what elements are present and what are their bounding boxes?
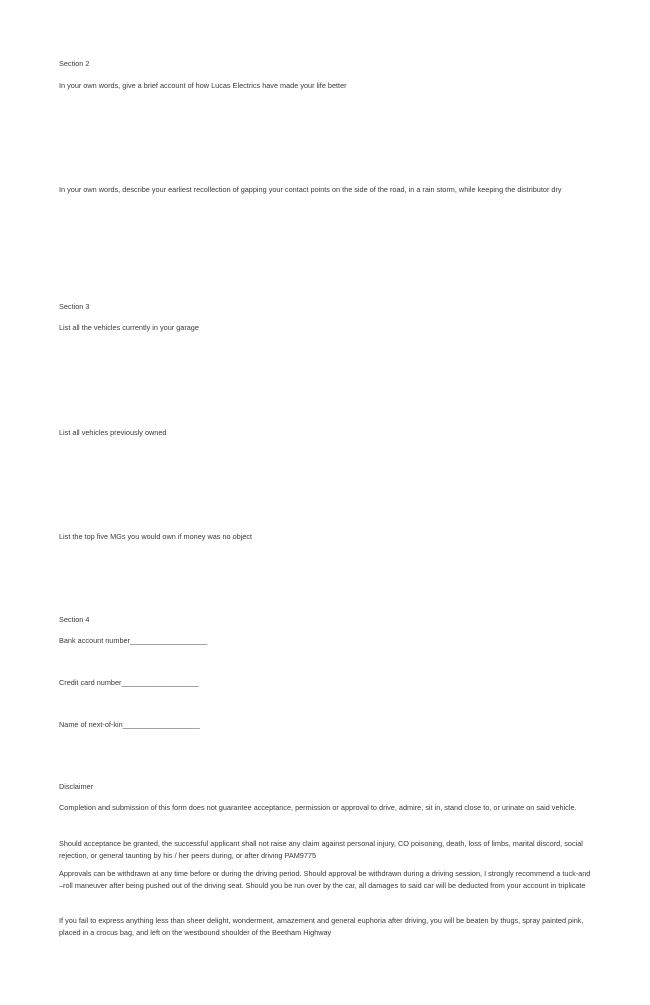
- section-2-heading: Section 2: [59, 59, 90, 68]
- disclaimer-paragraph-1: Completion and submission of this form does not guarantee acceptance, permission or approval to drive, admire, sit in, stand close to, or urinate on said vehicle.: [59, 803, 577, 812]
- disclaimer-paragraph-3: Approvals can be withdrawn at any time before or during the driving period. Should approval be withdrawn during a driving session, I strongly recommend a tuck-and –roll maneuver after being pushed out of the driving seat. Should you be run over by the car, all damages to said car will be deducted from your account in triplicate: [59, 869, 591, 891]
- disclaimer-paragraph-4: If you fail to express anything less than sheer delight, wonderment, amazement and general euphoria after driving, you will be beaten by thugs, spray painted pink, placed in a crocus bag, and left on the westbound shoulder of the Beetham Highway: [59, 916, 584, 938]
- section-2-question-contact-points: In your own words, describe your earliest recollection of gapping your contact points on the side of the road, in a rain storm, while keeping the distributor dry: [59, 185, 562, 194]
- bank-account-field: Bank account number___________________: [59, 636, 208, 645]
- section-2-question-lucas: In your own words, give a brief account of how Lucas Electrics have made your life better: [59, 81, 347, 90]
- disclaimer-paragraph-2: Should acceptance be granted, the successful applicant shall not raise any claim against personal injury, CO poisoning, death, loss of limbs, marital discord, social rejection, or general taunting by his / her peers during, or after driving PAM9775: [59, 839, 583, 861]
- section-4-heading: Section 4: [59, 615, 90, 624]
- credit-card-field: Credit card number___________________: [59, 678, 199, 687]
- section-3-question-top-five: List the top five MGs you would own if money was no object: [59, 532, 253, 541]
- section-3-question-garage: List all the vehicles currently in your garage: [59, 323, 199, 332]
- section-3-heading: Section 3: [59, 302, 90, 311]
- section-3-question-previous: List all vehicles previously owned: [59, 428, 167, 437]
- next-of-kin-field: Name of next-of-kin___________________: [59, 720, 200, 729]
- disclaimer-heading: Disclaimer: [59, 782, 94, 791]
